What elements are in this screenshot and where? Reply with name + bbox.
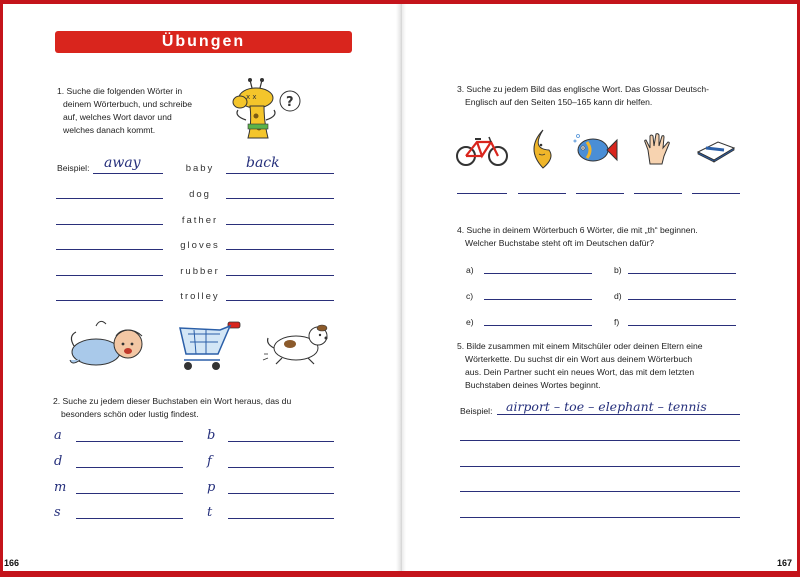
label-b: b): [614, 265, 622, 275]
exercise5-line: Wörterkette. Du suchst dir ein Wort aus deinem Wörterbuch: [465, 354, 693, 364]
exercise3-text: [457, 83, 709, 109]
word-gloves: gloves: [180, 240, 220, 251]
answer-line[interactable]: [460, 440, 740, 441]
eraser-icon: [694, 138, 738, 164]
answer-line[interactable]: [460, 466, 740, 467]
exercise5-text: [457, 340, 703, 392]
trolley-icon: [172, 316, 244, 372]
exercise1-line: auf, welches Wort davor und: [63, 112, 172, 122]
page-edge-bottom: [0, 571, 800, 577]
letter-b: b: [207, 428, 216, 443]
answer-line[interactable]: [634, 193, 682, 194]
answer-line-before[interactable]: [56, 224, 163, 225]
exercise1-line: deinem Wörterbuch, und schreibe: [63, 99, 192, 109]
exercise4-line: 4. Suche in deinem Wörterbuch 6 Wörter, die mit „th“ beginnen.: [457, 225, 698, 235]
word-dog: dog: [189, 189, 211, 200]
exercise2-line: 2. Suche zu jedem dieser Buchstaben ein Wort heraus, das du: [53, 396, 292, 406]
example-before-word: away: [104, 155, 141, 171]
page-number-right: 167: [777, 558, 793, 568]
moon-icon: [527, 128, 555, 170]
answer-line[interactable]: [228, 518, 334, 519]
word-father: father: [181, 215, 219, 226]
answer-line[interactable]: [484, 299, 592, 300]
exercise5-line: 5. Bilde zusammen mit einem Mitschüler oder deinen Eltern eine: [457, 341, 703, 351]
answer-line[interactable]: [228, 493, 334, 494]
answer-line[interactable]: [228, 467, 334, 468]
word-baby: baby: [185, 163, 215, 174]
answer-line[interactable]: [76, 467, 183, 468]
answer-line[interactable]: [76, 441, 183, 442]
baby-icon: [66, 316, 156, 372]
label-d: d): [614, 291, 622, 301]
page-number-left: 166: [4, 558, 20, 568]
answer-line-after[interactable]: [226, 224, 334, 225]
answer-line[interactable]: [576, 193, 624, 194]
label-e: e): [466, 317, 474, 327]
letter-s: s: [54, 505, 61, 520]
answer-line[interactable]: [518, 193, 566, 194]
letter-p: p: [207, 480, 216, 495]
bicycle-icon: [455, 134, 509, 168]
example-label: Beispiel:: [57, 163, 90, 173]
letter-d: d: [54, 454, 63, 469]
answer-line: [93, 173, 163, 174]
answer-line[interactable]: [228, 441, 334, 442]
book-spine: [396, 4, 406, 571]
answer-line-after[interactable]: [226, 249, 334, 250]
exercise4-line: Welcher Buchstabe steht oft im Deutschen dafür?: [465, 238, 655, 248]
example-word-chain: airport – toe – elephant – tennis: [506, 399, 707, 414]
answer-line[interactable]: [460, 517, 740, 518]
exercise2-text: [53, 395, 291, 421]
answer-line: [226, 173, 334, 174]
exercise2-line: besonders schön oder lustig findest.: [61, 409, 199, 419]
exercise1-text: [57, 85, 192, 137]
answer-line-after[interactable]: [226, 300, 334, 301]
word-trolley: trolley: [180, 291, 220, 302]
answer-line[interactable]: [76, 518, 183, 519]
word-rubber: rubber: [180, 266, 220, 277]
answer-line[interactable]: [484, 325, 592, 326]
example-label: Beispiel:: [460, 406, 493, 416]
answer-line[interactable]: [628, 273, 736, 274]
dog-icon: [262, 318, 334, 368]
exercise3-line: 3. Suche zu jedem Bild das englische Wort. Das Glossar Deutsch-: [457, 84, 710, 94]
answer-line[interactable]: [692, 193, 740, 194]
answer-line[interactable]: [484, 273, 592, 274]
answer-line-before[interactable]: [56, 198, 163, 199]
answer-line-after[interactable]: [226, 275, 334, 276]
exercise1-line: 1. Suche die folgenden Wörter in: [57, 86, 183, 96]
answer-line[interactable]: [76, 493, 183, 494]
label-a: a): [466, 265, 474, 275]
exercise1-line: welches danach kommt.: [63, 125, 156, 135]
section-banner: Übungen: [55, 31, 352, 53]
answer-line[interactable]: [628, 299, 736, 300]
answer-line[interactable]: [460, 491, 740, 492]
answer-line-before[interactable]: [56, 249, 163, 250]
svg-text:?: ?: [286, 95, 294, 110]
label-f: f): [614, 317, 620, 327]
answer-line[interactable]: [457, 193, 507, 194]
answer-line-before[interactable]: [56, 300, 163, 301]
answer-line: [497, 414, 740, 415]
giraffe-icon: [226, 76, 306, 140]
letter-a: a: [54, 428, 62, 443]
hand-icon: [642, 132, 674, 166]
page-edge-left: [0, 0, 3, 577]
exercise5-line: Buchstaben deines Wortes beginnt.: [465, 380, 601, 390]
label-c: c): [466, 291, 474, 301]
letter-t: t: [207, 505, 213, 520]
svg-text:x x: x x: [246, 93, 257, 101]
exercise5-line: aus. Dein Partner sucht ein neues Wort, das mit dem letzten: [465, 367, 695, 377]
example-after-word: back: [246, 155, 280, 171]
letter-m: m: [54, 480, 67, 495]
fish-icon: [573, 132, 621, 168]
answer-line-before[interactable]: [56, 275, 163, 276]
answer-line[interactable]: [628, 325, 736, 326]
answer-line-after[interactable]: [226, 198, 334, 199]
letter-f: f: [207, 454, 212, 469]
exercise4-text: [457, 224, 698, 250]
exercise3-line: Englisch auf den Seiten 150–165 kann dir helfen.: [465, 97, 653, 107]
